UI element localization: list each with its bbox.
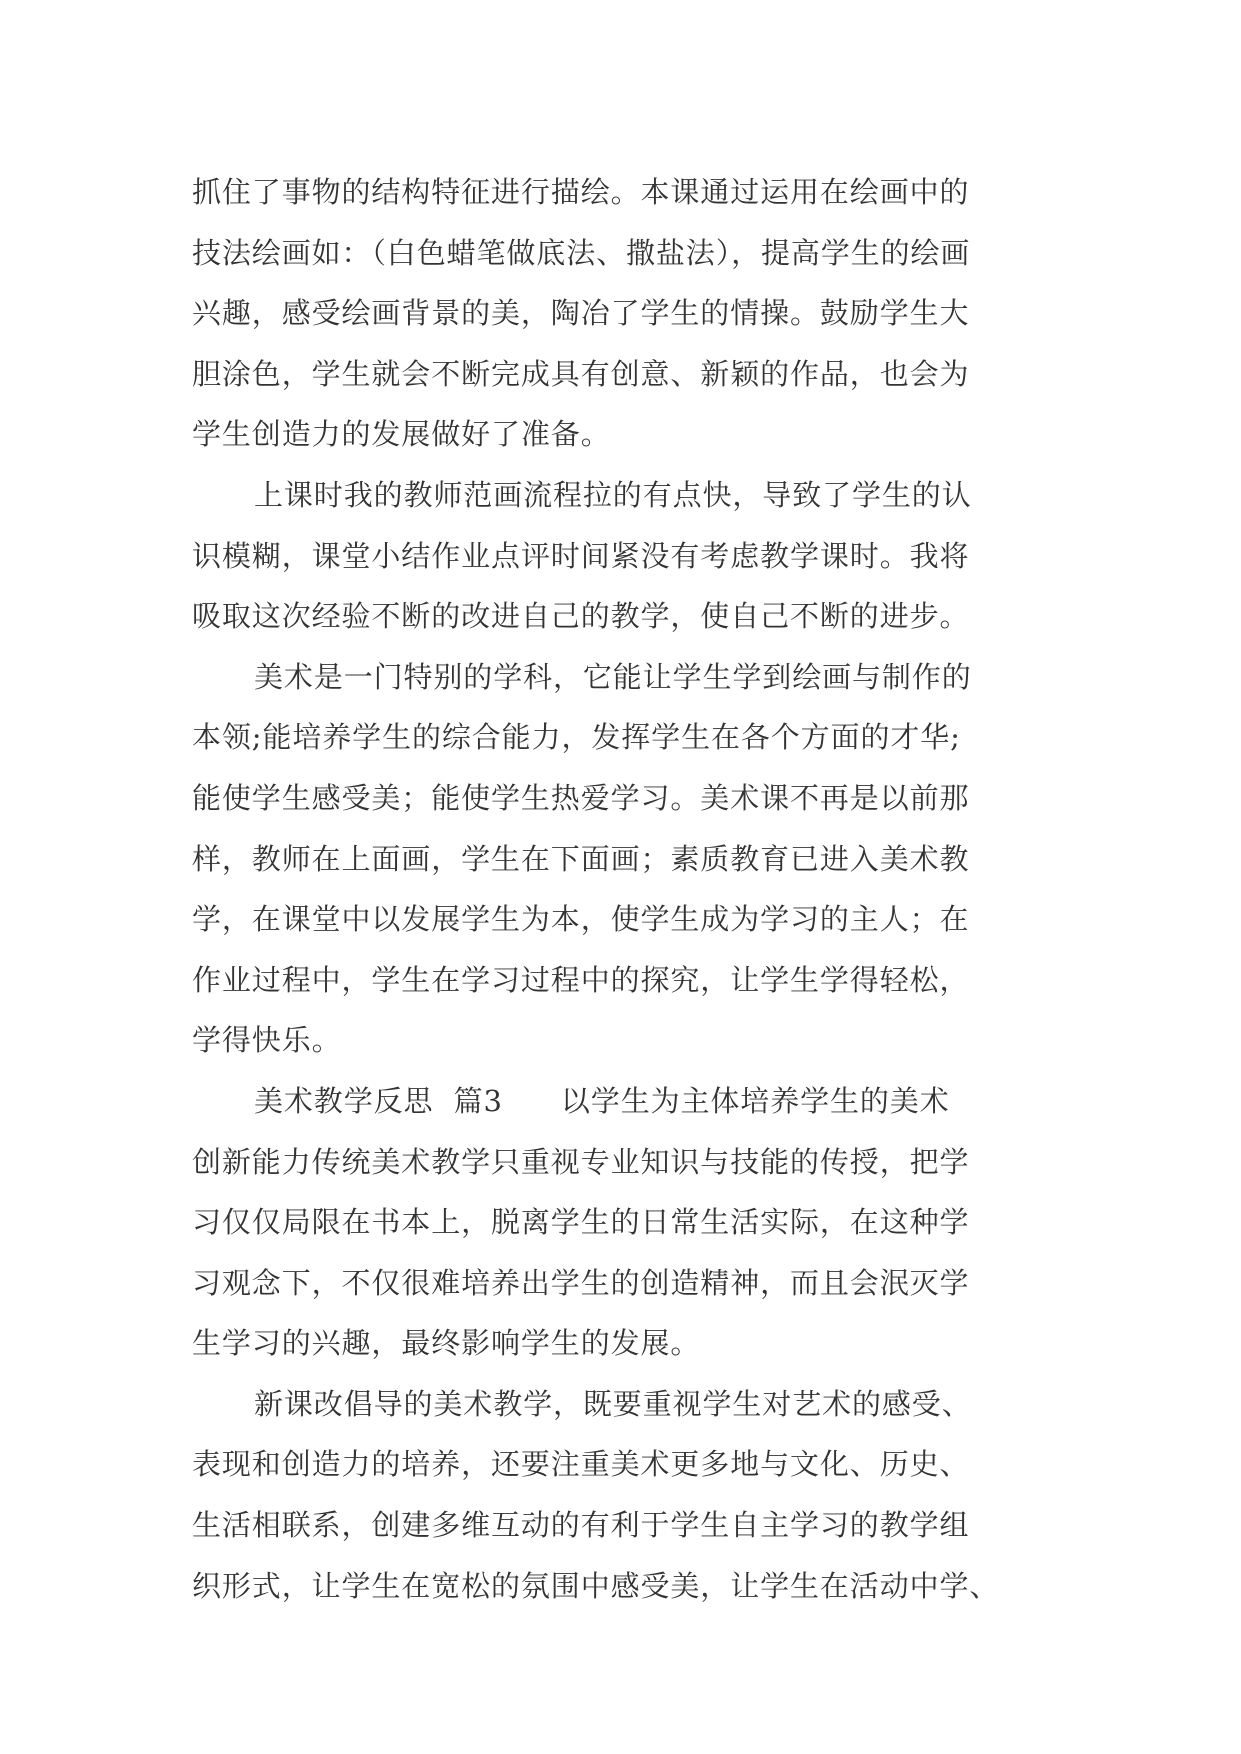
text-line: 创新能力传统美术教学只重视专业知识与技能的传授，把学 [192, 1144, 970, 1179]
text-line: 织形式，让学生在宽松的氛围中感受美，让学生在活动中学、 [192, 1568, 1000, 1603]
text-line: 新课改倡导的美术教学，既要重视学生对艺术的感受、 [254, 1386, 972, 1421]
text-line: 学，在课堂中以发展学生为本，使学生成为学习的主人；在 [192, 902, 970, 937]
text-line: 技法绘画如：（白色蜡笔做底法、撒盐法），提高学生的绘画 [192, 235, 971, 270]
text-line: 学得快乐。 [192, 1023, 342, 1058]
text-line: 抓住了事物的结构特征进行描绘。本课通过运用在绘画中的 [192, 175, 970, 209]
paragraph-2 [192, 465, 1052, 647]
text-line: 胆涂色，学生就会不断完成具有创意、新颖的作品，也会为 [192, 356, 970, 391]
text-line: 识模糊，课堂小结作业点评时间紧没有考虑教学课时。我将 [192, 538, 970, 573]
section-heading-lead-text: 以学生为主体培养学生的美术 [560, 1083, 950, 1118]
text-line: 美术是一门特别的学科，它能让学生学到绘画与制作的 [254, 659, 972, 694]
text-line: 能使学生感受美；能使学生热爱学习。美术课不再是以前那 [192, 780, 970, 815]
section-paragraph-1 [192, 1132, 1052, 1374]
text-line: 本领;能培养学生的综合能力，发挥学生在各个方面的才华; [192, 720, 961, 755]
paragraph-1 [192, 162, 1052, 465]
text-line: 作业过程中，学生在学习过程中的探究，让学生学得轻松， [192, 962, 970, 997]
text-line: 生活相联系，创建多维互动的有利于学生自主学习的教学组 [192, 1508, 970, 1543]
text-line: 兴趣，感受绘画背景的美，陶冶了学生的情操。鼓励学生大 [192, 296, 970, 331]
text-line: 习观念下，不仅很难培养出学生的创造精神，而且会泯灭学 [192, 1265, 970, 1300]
section-heading-title: 美术教学反思 篇3 [254, 1083, 503, 1118]
document-body [192, 162, 1052, 1616]
text-line: 习仅仅局限在书本上，脱离学生的日常生活实际，在这种学 [192, 1205, 970, 1240]
text-line: 表现和创造力的培养，还要注重美术更多地与文化、历史、 [192, 1447, 970, 1482]
text-line: 上课时我的教师范画流程拉的有点快，导致了学生的认 [254, 477, 972, 512]
section-heading-line [192, 1071, 1052, 1132]
text-line: 吸取这次经验不断的改进自己的教学，使自己不断的进步。 [192, 599, 970, 634]
paragraph-3 [192, 647, 1052, 1071]
text-line: 生学习的兴趣，最终影响学生的发展。 [192, 1326, 701, 1361]
text-line: 学生创造力的发展做好了准备。 [192, 417, 611, 452]
section-paragraph-2 [192, 1374, 1052, 1616]
text-line: 样，教师在上面画，学生在下面画；素质教育已进入美术教 [192, 841, 970, 876]
